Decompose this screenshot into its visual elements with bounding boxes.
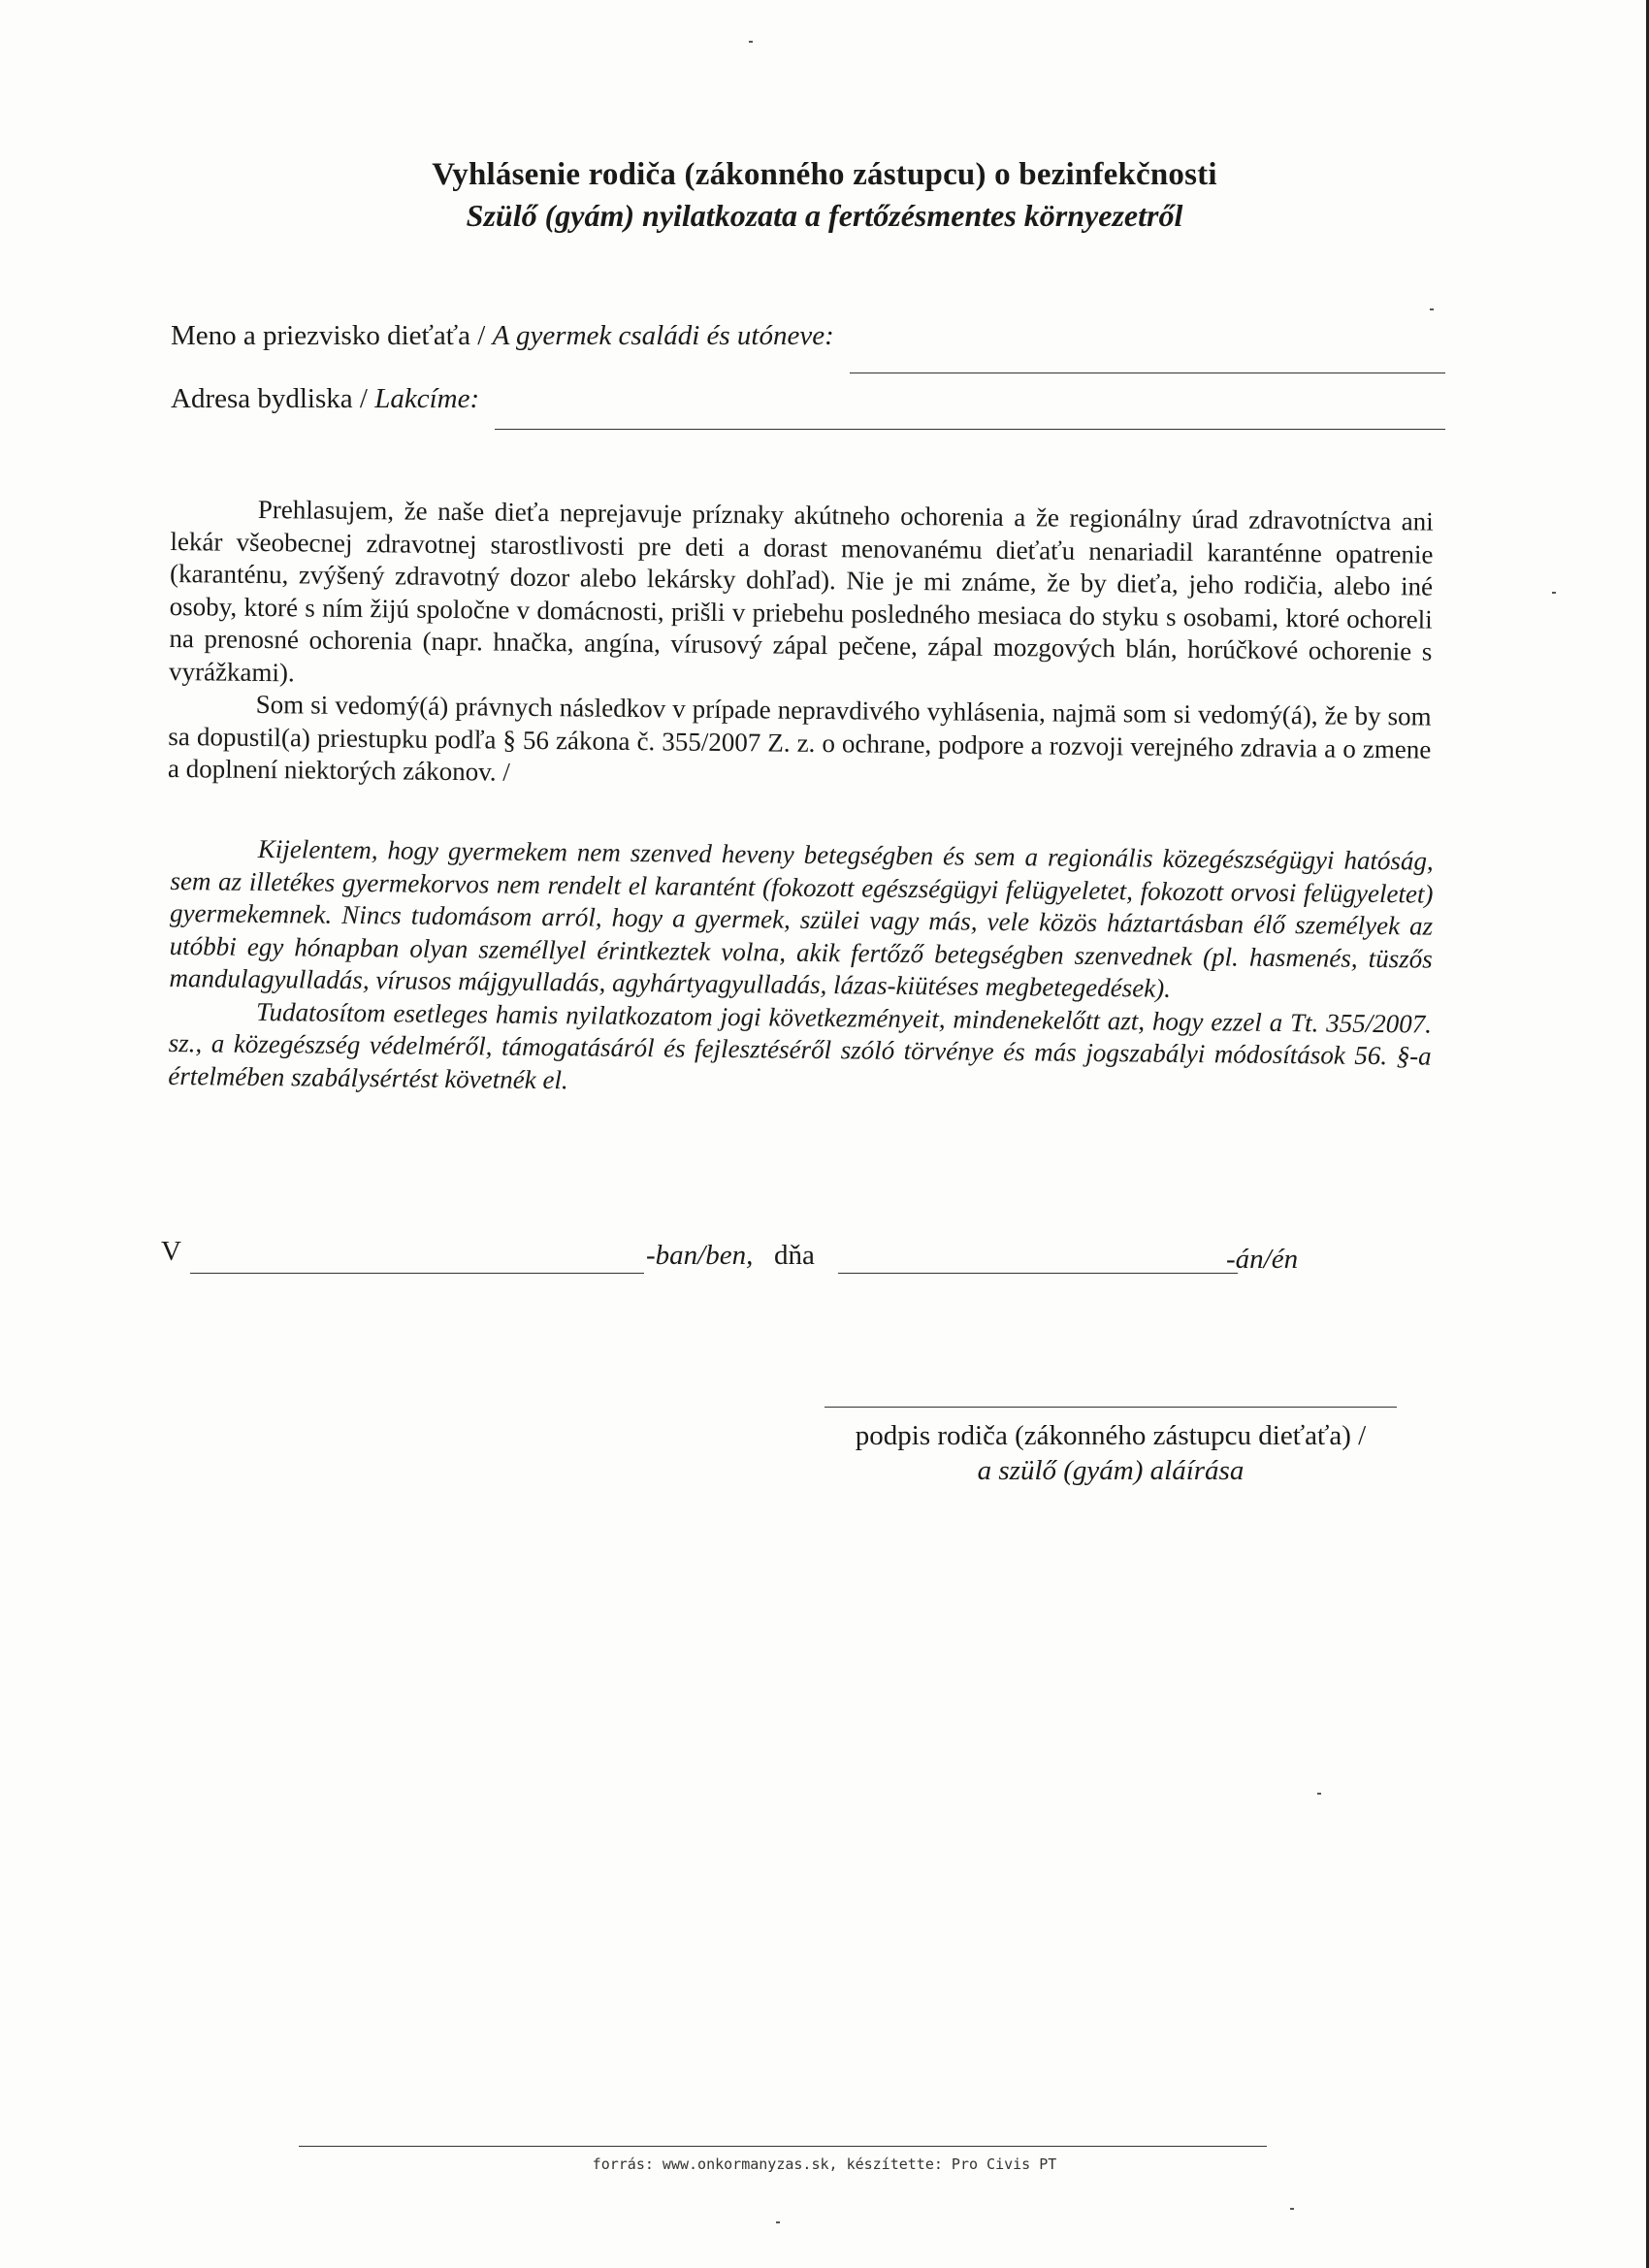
scan-speck — [1290, 2208, 1294, 2210]
footer-source: forrás: www.onkormanyzas.sk, készítette: Pro Civis PT — [592, 2155, 1057, 2173]
declaration-sk-paragraph-2: Som si vedomý(á) právnych následkov v prípade nepravdivého vyhlásenia, najmä som si vedomý(á), že by som sa dopustil(a) priestupku podľa § 56 zákona č. 355/2007 Z. z. o ochrane, podpore a rozvoji verejného zdravia a o zmene a doplnení niektorých zákonov. / — [167, 689, 1432, 787]
child-name-label-hu: A gyermek családi és utóneve: — [492, 320, 834, 351]
place-suffix: -ban/ben, — [646, 1240, 754, 1271]
child-name-label-sk: Meno a priezvisko dieťaťa / — [171, 320, 493, 351]
address-label-sk: Adresa bydliska / — [171, 383, 375, 414]
signature-label-hu: a szülő (gyám) aláírása — [977, 1455, 1245, 1486]
declaration-slovak — [168, 493, 1434, 798]
signature-line[interactable] — [824, 1407, 1397, 1408]
date-suffix: -án/én — [1226, 1244, 1299, 1275]
address-line[interactable] — [495, 429, 1445, 430]
address-label — [171, 383, 479, 415]
place-prefix: V — [161, 1236, 181, 1267]
declaration-sk-paragraph-1: Prehlasujem, že naše dieťa neprejavuje príznaky akútneho ochorenia a že regionálny úrad zdravotníctva ani lekár všeobecnej zdravotnej starostlivosti pre deti a dorast menovanému dieťaťu nenariadil karanténne opatrenie (karanténu, zvýšený zdravotný dozor alebo lekársky dohľad). Nie je mi známe, že by dieťa, jeho rodičia, alebo iné osoby, ktoré s ním žijú spoločne v domácnosti, prišli v priebehu posledného mesiaca do styku s osobami, ktoré ochoreli na prenosné ochorenia (napr. hnačka, angína, vírusový zápal pečene, zápal mozgových blán, horúčkové ochorenie s vyrážkami). — [168, 494, 1434, 687]
place-date-row — [161, 1236, 1344, 1288]
title-slovak: Vyhlásenie rodiča (zákonného zástupcu) o bezinfekčnosti — [432, 157, 1217, 192]
scan-speck — [749, 41, 753, 43]
place-line[interactable] — [190, 1273, 644, 1274]
address-label-hu: Lakcíme: — [374, 383, 480, 414]
footer-rule — [299, 2146, 1267, 2147]
declaration-hungarian — [168, 832, 1434, 1106]
date-line[interactable] — [838, 1273, 1238, 1274]
scan-speck — [1430, 308, 1434, 310]
scan-speck — [1317, 1793, 1321, 1795]
declaration-hu-paragraph-2: Tudatosítom esetleges hamis nyilatkozatom jogi következményeit, mindenekelőtt azt, hogy ezzel a Tt. 355/2007. sz., a közegészség védelméről, támogatásáról és fejlesztéséről szóló törvénye és más jogszabályi módosítások 56. §-a értelmében szabálysértést követnék el. — [168, 996, 1433, 1094]
child-name-label — [171, 320, 834, 352]
scan-speck — [1552, 592, 1556, 594]
signature-label-sk: podpis rodiča (zákonného zástupcu dieťaťa) / — [855, 1420, 1367, 1451]
declaration-hu-paragraph-1: Kijelentem, hogy gyermekem nem szenved heveny betegségben és sem a regionális közegészségügyi hatóság, sem az illetékes gyermekorvos nem rendelt el karantént (fokozott egészségügyi felügyeletet, fokozott orvosi felügyeletet) gyermekemnek. Nincs tudomásom arról, hogy a gyermek, szülei vagy más, vele közös háztartásban élő személyek az utóbbi egy hónapban olyan személlyel érintkeztek volna, akik fertőző betegségben szenvednek (pl. hasmenés, tüszős mandulagyulladás, vírusos májgyulladás, agyhártyagyulladás, lázas-kiütéses megbetegedések). — [169, 833, 1434, 1003]
scan-speck — [776, 2221, 780, 2223]
date-prefix: dňa — [774, 1240, 815, 1271]
title-hungarian: Szülő (gyám) nyilatkozata a fertőzésmentes környezetről — [466, 198, 1183, 233]
